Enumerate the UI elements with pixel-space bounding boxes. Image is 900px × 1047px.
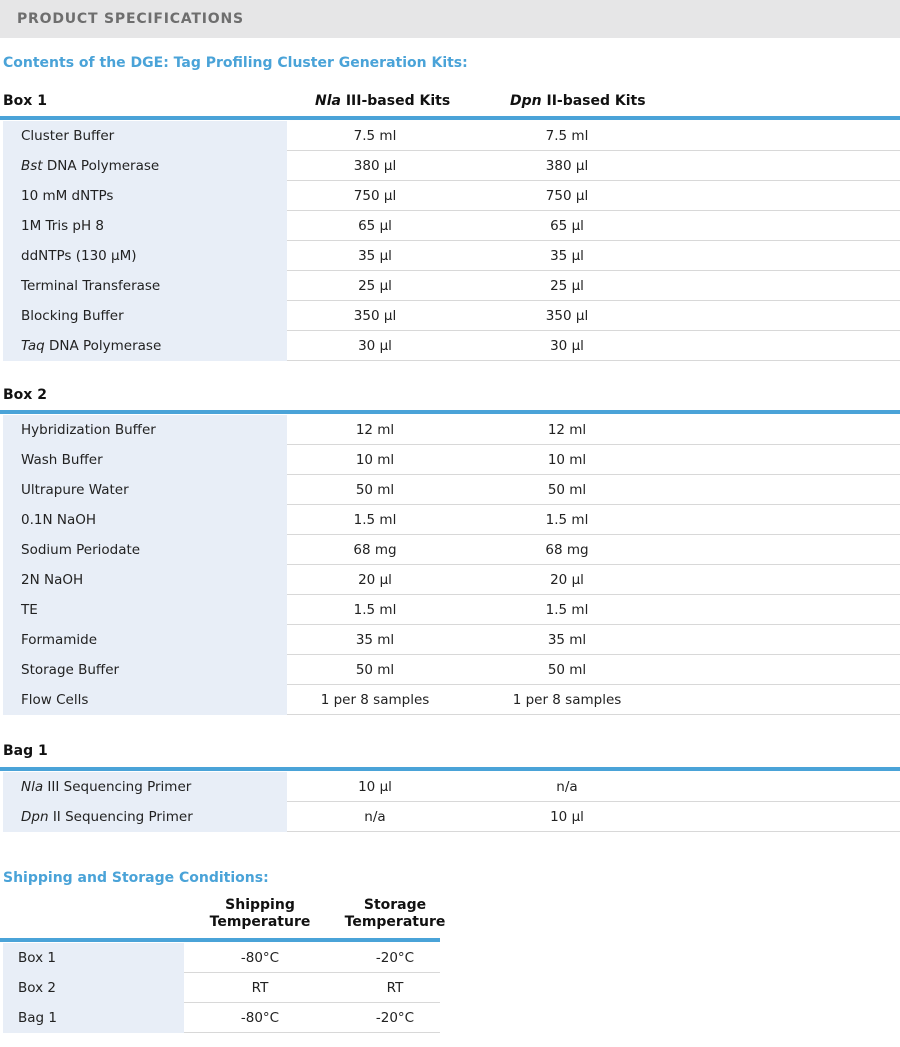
table-row (0, 121, 900, 151)
nla-value: 20 µl (358, 572, 392, 588)
item-name-text: Cluster Buffer (21, 128, 115, 144)
table-row (0, 241, 900, 271)
item-name-cell (3, 181, 287, 211)
nla-em: Nla (315, 93, 341, 109)
nla-value: n/a (364, 809, 386, 825)
nla-rest: III-based Kits (340, 93, 451, 109)
item-name (3, 452, 103, 468)
item-name-cell (3, 505, 287, 535)
item-name (3, 338, 161, 354)
item-name-text: Hybridization Buffer (21, 422, 156, 438)
dpn-value: 1 per 8 samples (512, 692, 622, 708)
item-name-cell (3, 772, 287, 802)
item-name-cell (3, 151, 287, 181)
item-name-text: Storage Buffer (21, 662, 120, 678)
nla-value: 65 µl (358, 218, 392, 234)
item-name-text: Ultrapure Water (21, 482, 129, 498)
item-name-text: Wash Buffer (21, 452, 103, 468)
item-name (3, 692, 88, 708)
item-name-cell (3, 331, 287, 361)
nla-value: 35 ml (355, 632, 395, 648)
nla-value: 10 µl (358, 779, 392, 795)
dpn-value: 30 µl (550, 338, 584, 354)
item-name (3, 188, 113, 204)
item-name: Box 2 (18, 980, 56, 996)
item-name (3, 809, 193, 825)
nla-value: 30 µl (358, 338, 392, 354)
table-row (0, 655, 900, 685)
item-name-cell (3, 211, 287, 241)
item-name (3, 512, 96, 528)
item-name-cell (3, 121, 287, 151)
dpn-column-header (510, 93, 646, 109)
box2-rule (0, 410, 900, 414)
shipping-temp-value: -80°C (240, 1010, 280, 1026)
item-name-text: Formamide (21, 632, 98, 648)
table-row (0, 625, 900, 655)
storage-temp-line1: Storage (363, 897, 427, 913)
table-row (0, 943, 440, 973)
table-row (0, 973, 440, 1003)
dpn-rest: II-based Kits (541, 93, 646, 109)
item-name-cell (3, 802, 287, 832)
item-name (3, 779, 191, 795)
item-name-cell (3, 685, 287, 715)
item-name-text: 10 mM dNTPs (21, 188, 114, 204)
bag1-label: Bag 1 (3, 743, 48, 759)
table-row (0, 1003, 440, 1033)
dpn-value: 68 mg (545, 542, 589, 558)
dpn-value: 7.5 ml (545, 128, 589, 144)
item-name-cell (3, 625, 287, 655)
shipping-temp-line1: Shipping (225, 897, 295, 913)
nla-value: 380 µl (353, 158, 397, 174)
dpn-value: 35 µl (550, 248, 584, 264)
item-name (3, 542, 140, 558)
table-row (0, 211, 900, 241)
table-row (0, 445, 900, 475)
storage-temp-value: -20°C (375, 950, 415, 966)
item-name-text: III Sequencing Primer (43, 779, 192, 795)
dpn-value: 350 µl (545, 308, 589, 324)
item-name-italic: Dpn (21, 809, 49, 825)
nla-value: 10 ml (355, 452, 395, 468)
item-name-text: Blocking Buffer (21, 308, 124, 324)
item-name (3, 602, 38, 618)
item-name-text: ddNTPs (130 µM) (21, 248, 137, 264)
table-row (0, 271, 900, 301)
item-name-italic: Bst (21, 158, 43, 174)
table-row (0, 595, 900, 625)
item-name-cell (3, 535, 287, 565)
dpn-value: 10 ml (547, 452, 587, 468)
item-name-text: II Sequencing Primer (48, 809, 193, 825)
table-row (0, 151, 900, 181)
item-name-cell (3, 943, 184, 973)
nla-value: 50 ml (355, 482, 395, 498)
table-row (0, 415, 900, 445)
table-row (0, 565, 900, 595)
dpn-value: 20 µl (550, 572, 584, 588)
nla-value: 68 mg (353, 542, 397, 558)
item-name-cell (3, 241, 287, 271)
dpn-value: 12 ml (547, 422, 587, 438)
dpn-value: 50 ml (547, 662, 587, 678)
item-name-cell (3, 973, 184, 1003)
item-name-text: Sodium Periodate (21, 542, 141, 558)
storage-temp-value: -20°C (375, 1010, 415, 1026)
item-name-italic: Nla (21, 779, 44, 795)
bag1-rule (0, 767, 900, 771)
dpn-em: Dpn (510, 93, 542, 109)
nla-value: 35 µl (358, 248, 392, 264)
item-name-cell (3, 565, 287, 595)
item-name-text: DNA Polymerase (42, 158, 160, 174)
item-name (3, 632, 97, 648)
item-name-cell (3, 1003, 184, 1033)
nla-value: 50 ml (355, 662, 395, 678)
storage-temp-value: RT (386, 980, 404, 996)
item-name-cell (3, 271, 287, 301)
contents-heading: Contents of the DGE: Tag Profiling Cluster Generation Kits: (3, 55, 468, 71)
item-name (3, 482, 129, 498)
shipping-rule (0, 938, 440, 942)
item-name-cell (3, 475, 287, 505)
item-name-text: DNA Polymerase (44, 338, 162, 354)
item-name-text: 2N NaOH (21, 572, 84, 588)
item-name (3, 422, 156, 438)
shipping-temp-value: -80°C (240, 950, 280, 966)
item-name (3, 218, 104, 234)
item-name (3, 158, 159, 174)
table-row (0, 772, 900, 802)
shipping-temp-header (200, 897, 320, 931)
box2-label: Box 2 (3, 387, 47, 403)
item-name-text: TE (21, 602, 38, 618)
item-name (3, 308, 124, 324)
shipping-temp-value: RT (251, 980, 269, 996)
item-name-cell (3, 301, 287, 331)
item-name-cell (3, 415, 287, 445)
dpn-value: 1.5 ml (545, 512, 589, 528)
item-name (3, 572, 83, 588)
item-name-cell (3, 595, 287, 625)
item-name-italic: Taq (21, 338, 45, 354)
storage-temp-line2: Temperature (344, 914, 446, 930)
shipping-temp-line2: Temperature (209, 914, 311, 930)
item-name-cell (3, 445, 287, 475)
item-name-text: Flow Cells (21, 692, 89, 708)
dpn-value: 750 µl (545, 188, 589, 204)
banner-title: PRODUCT SPECIFICATIONS (17, 11, 244, 27)
item-name-text: Terminal Transferase (21, 278, 161, 294)
table-row (0, 331, 900, 361)
table-row (0, 301, 900, 331)
dpn-value: 1.5 ml (545, 602, 589, 618)
item-name-text: 1M Tris pH 8 (21, 218, 105, 234)
table-row (0, 475, 900, 505)
nla-value: 1.5 ml (353, 602, 397, 618)
dpn-value: 10 µl (550, 809, 584, 825)
nla-value: 12 ml (355, 422, 395, 438)
table-row (0, 181, 900, 211)
nla-value: 1 per 8 samples (320, 692, 430, 708)
nla-value: 1.5 ml (353, 512, 397, 528)
box1-label: Box 1 (3, 93, 47, 109)
nla-value: 25 µl (358, 278, 392, 294)
table-row (0, 505, 900, 535)
dpn-value: 25 µl (550, 278, 584, 294)
box1-rule (0, 116, 900, 120)
item-name (3, 662, 119, 678)
storage-temp-header (335, 897, 455, 931)
dpn-value: n/a (556, 779, 578, 795)
table-row (0, 802, 900, 832)
shipping-heading: Shipping and Storage Conditions: (3, 870, 269, 886)
dpn-value: 35 ml (547, 632, 587, 648)
nla-value: 350 µl (353, 308, 397, 324)
nla-value: 7.5 ml (353, 128, 397, 144)
nla-value: 750 µl (353, 188, 397, 204)
item-name-text: 0.1N NaOH (21, 512, 97, 528)
item-name: Box 1 (18, 950, 56, 966)
table-row (0, 535, 900, 565)
nla-column-header (315, 93, 450, 109)
dpn-value: 380 µl (545, 158, 589, 174)
dpn-value: 50 ml (547, 482, 587, 498)
item-name: Bag 1 (18, 1010, 57, 1026)
item-name (3, 248, 137, 264)
item-name (3, 278, 160, 294)
section-banner (0, 0, 900, 38)
item-name (3, 128, 114, 144)
dpn-value: 65 µl (550, 218, 584, 234)
table-row (0, 685, 900, 715)
item-name-cell (3, 655, 287, 685)
